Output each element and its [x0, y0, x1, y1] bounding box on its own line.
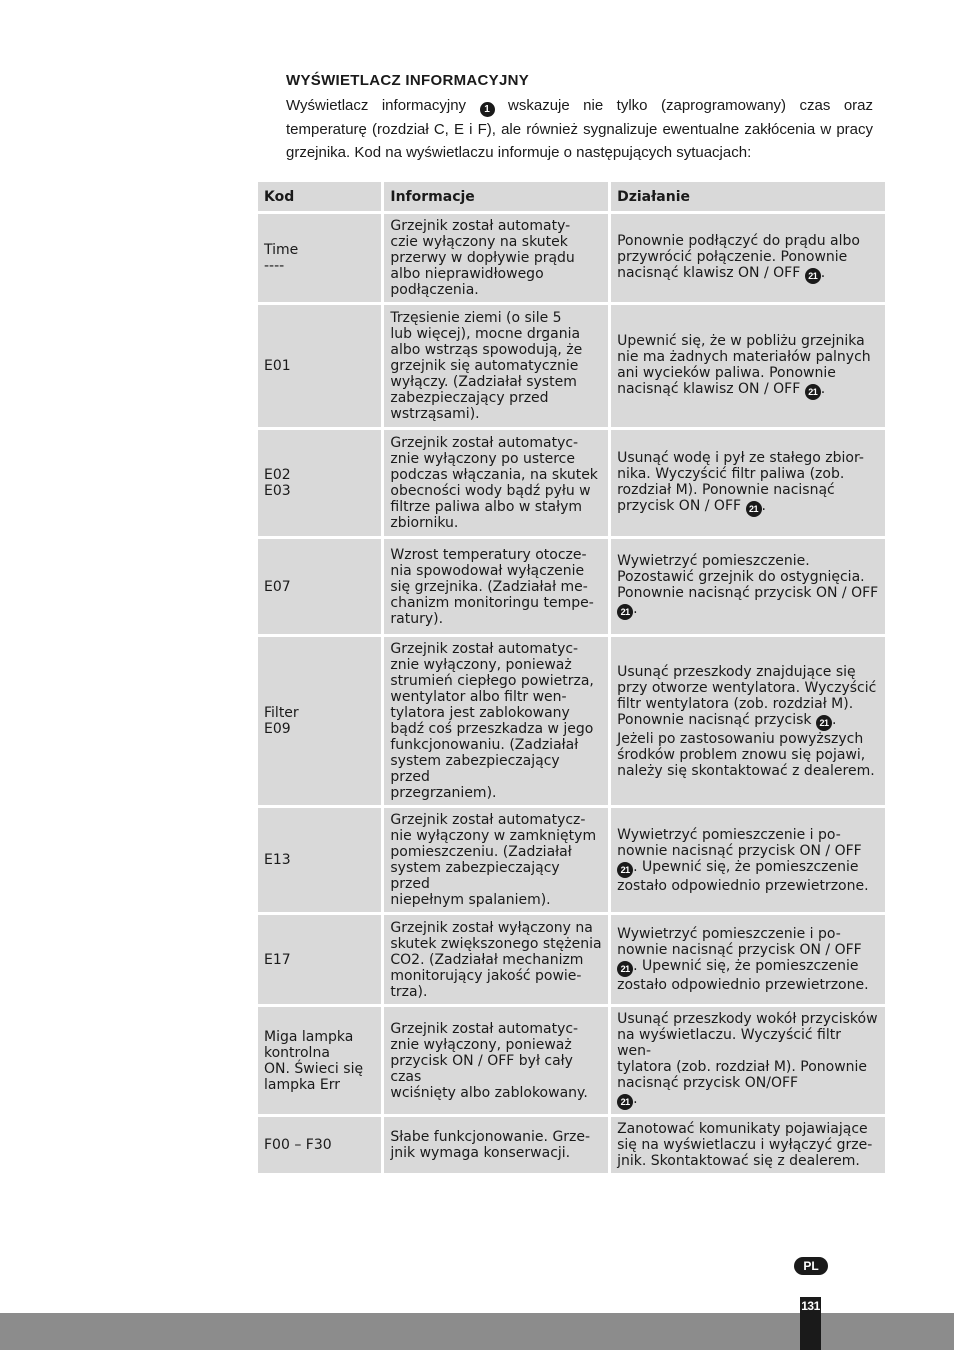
- action-cell: [611, 214, 885, 302]
- button-21-marker-icon: 21: [805, 384, 821, 400]
- action-cell: [611, 637, 885, 805]
- section-heading: WYŚWIETLACZ INFORMACYJNY: [286, 72, 530, 89]
- button-21-marker-icon: 21: [617, 961, 633, 977]
- action-tail-text: .: [820, 264, 826, 281]
- table-row: [258, 214, 885, 302]
- code-cell-text: Miga lampka kontrolna ON. Świeci się lampka Err: [264, 1028, 364, 1093]
- info-cell: [384, 1117, 608, 1173]
- header-informacje: Informacje: [384, 182, 608, 211]
- table-row: [258, 808, 885, 912]
- action-cell: [611, 915, 885, 1004]
- info-cell: [384, 637, 608, 805]
- table-header-row: [258, 182, 885, 211]
- code-cell-text: E02 E03: [264, 467, 291, 499]
- error-code-table: [255, 179, 888, 1176]
- info-cell-text: Trzęsienie ziemi (o sile 5 lub więcej), mocne drgania albo wstrząs spowodują, że grzejnik się automatycznie wyłączy. (Zadziałał system zabezpieczający przed wstrząsami).: [390, 310, 583, 422]
- action-tail-text: .: [820, 380, 826, 397]
- info-cell: [384, 1007, 608, 1114]
- info-cell-text: Grzejnik został automatyc- znie wyłączony, ponieważ przycisk ON / OFF był cały czas wciśnięty albo zablokowany.: [390, 1020, 588, 1101]
- code-cell: [258, 637, 381, 805]
- table-row: [258, 430, 885, 536]
- info-cell-text: Grzejnik został automaty- czie wyłączony na skutek przerwy w dopływie prądu albo nieprawidłowego podłączenia.: [390, 218, 575, 298]
- button-21-marker-icon: 21: [746, 501, 762, 517]
- code-cell: [258, 1117, 381, 1173]
- display-marker-icon: 1: [480, 102, 495, 117]
- code-cell-text: F00 – F30: [264, 1137, 332, 1153]
- action-cell: [611, 1117, 885, 1173]
- info-cell: [384, 430, 608, 536]
- code-cell-text: E13: [264, 852, 291, 868]
- table-row: [258, 305, 885, 427]
- table-row: [258, 1007, 885, 1114]
- action-cell-text: Usunąć przeszkody znajdujące się przy otworze wentylatora. Wyczyścić filtr wentylatora (zob. rozdział M). Ponownie nacisnąć przycisk: [617, 663, 877, 728]
- table-row: [258, 915, 885, 1004]
- action-cell-text: Wywietrzyć pomieszczenie i po- nownie nacisnąć przycisk ON / OFF: [617, 826, 862, 859]
- action-cell-text: Wywietrzyć pomieszczenie i po- nownie nacisnąć przycisk ON / OFF: [617, 926, 862, 958]
- table-row: [258, 1117, 885, 1173]
- code-cell: [258, 1007, 381, 1114]
- action-cell-text: Usunąć przeszkody wokół przycisków na wyświetlaczu. Wyczyścić filtr wen- tylatora (zob. rozdział M). Ponownie nacisnąć przycisk ON/OFF: [617, 1011, 878, 1091]
- table-row: [258, 539, 885, 634]
- action-tail-text: . Upewnić się, że pomieszczenie zostało odpowiednio przewietrzone.: [617, 958, 869, 993]
- code-cell: [258, 305, 381, 427]
- action-cell: [611, 305, 885, 427]
- info-cell-text: Wzrost temperatury otocze- nia spowodował wyłączenie się grzejnika. (Zadziałał me- chanizm monitoringu tempe- ratury).: [390, 546, 594, 627]
- info-cell-text: Grzejnik został automatyc- znie wyłączony po usterce podczas włączania, na skutek obecności wody bądź pyłu w filtrze paliwa albo w stałym zbiorniku.: [390, 435, 598, 531]
- action-cell: [611, 539, 885, 634]
- intro-paragraph: [286, 94, 873, 165]
- action-cell-text: Ponownie podłączyć do prądu albo przywrócić połączenie. Ponownie nacisnąć klawisz ON / OFF: [617, 232, 860, 281]
- code-cell: [258, 808, 381, 912]
- intro-text-before: Wyświetlacz informacyjny: [286, 97, 467, 114]
- info-cell-text: Grzejnik został automatycz- nie wyłączony w zamkniętym pomieszczeniu. (Zadziałał system zabezpieczający przed niepełnym spalaniem).: [390, 812, 597, 908]
- info-cell: [384, 214, 608, 302]
- action-cell: [611, 808, 885, 912]
- code-cell-text: E17: [264, 951, 291, 968]
- action-cell: [611, 1007, 885, 1114]
- info-cell-text: Grzejnik został wyłączony na skutek zwiększonego stężenia CO2. (Zadziałał mechanizm monitorujący jakość powie- trza).: [390, 919, 602, 1000]
- button-21-marker-icon: 21: [617, 604, 633, 620]
- action-cell-text: Wywietrzyć pomieszczenie. Pozostawić grzejnik do ostygnięcia. Ponownie nacisnąć przycisk ON / OFF: [617, 553, 879, 601]
- table-row: [258, 637, 885, 805]
- action-cell: [611, 430, 885, 536]
- info-cell: [384, 539, 608, 634]
- button-21-marker-icon: 21: [805, 268, 821, 284]
- info-cell-text: Grzejnik został automatyc- znie wyłączony, ponieważ strumień ciepłego powietrza, wentylator albo filtr wen- tylatora jest zablokowany bądź coś przeszkadza w jego funkcjonowaniu. (Zadziałał system zabezpieczający przed przegrzaniem).: [390, 641, 594, 801]
- code-cell: [258, 214, 381, 302]
- code-cell-text: Time ----: [264, 242, 299, 274]
- action-cell-text: Zanotować komunikaty pojawiające się na wyświetlaczu i wyłączyć grze- jnik. Skontaktować się z dealerem.: [617, 1121, 873, 1169]
- intro-text-after: wskazuje nie tylko (zaprogramowany) czas oraz temperaturę (rozdział C, E i F), ale również sygnalizuje ewentualne zakłócenia w pracy grzejnika. Kod na wyświetlaczu informuje o następujących sytuacjach:: [286, 97, 873, 161]
- button-21-marker-icon: 21: [816, 715, 832, 731]
- action-cell-text: Upewnić się, że w pobliżu grzejnika nie ma żadnych materiałów palnych ani wycieków paliwa. Ponownie nacisnąć klawisz ON / OFF: [617, 332, 871, 397]
- action-tail-text: . Jeżeli po zastosowaniu powyższych środków problem znowu się pojawi, należy się skontaktować z dealerem.: [617, 711, 875, 779]
- info-cell-text: Słabe funkcjonowanie. Grze- jnik wymaga konserwacji.: [390, 1129, 591, 1161]
- page-number: 131: [800, 1297, 821, 1350]
- info-cell: [384, 808, 608, 912]
- code-cell: [258, 915, 381, 1004]
- code-cell: [258, 430, 381, 536]
- info-cell: [384, 305, 608, 427]
- info-cell: [384, 915, 608, 1004]
- header-kod: Kod: [258, 182, 381, 211]
- header-dzialanie: Działanie: [611, 182, 885, 211]
- action-tail-text: . Upewnić się, że pomieszczenie zostało odpowiednio przewietrzone.: [617, 858, 869, 894]
- code-cell-text: E01: [264, 358, 291, 374]
- action-tail-text: .: [633, 601, 638, 617]
- code-cell: [258, 539, 381, 634]
- action-tail-text: .: [633, 1091, 638, 1107]
- language-badge: PL: [794, 1257, 828, 1275]
- action-cell-text: Usunąć wodę i pył ze stałego zbior- nika. Wyczyścić filtr paliwa (zob. rozdział M). Ponownie nacisnąć przycisk ON / OFF: [617, 449, 864, 514]
- code-cell-text: Filter E09: [264, 705, 299, 737]
- button-21-marker-icon: 21: [617, 862, 633, 878]
- button-21-marker-icon: 21: [617, 1094, 633, 1110]
- action-tail-text: .: [761, 497, 766, 514]
- code-cell-text: E07: [264, 578, 291, 595]
